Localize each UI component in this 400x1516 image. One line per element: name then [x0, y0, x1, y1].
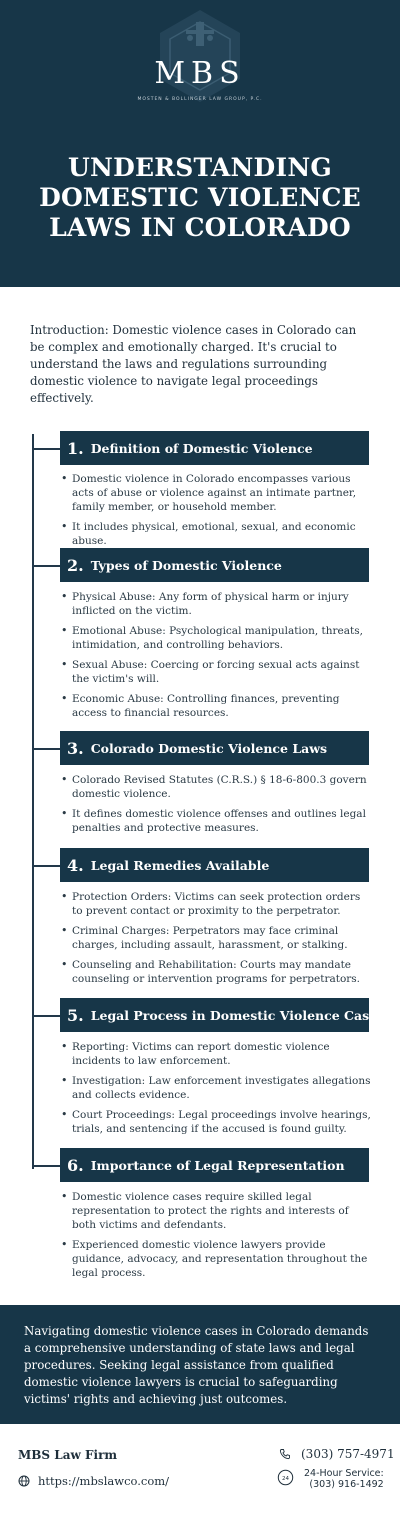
section-number: 1.: [67, 438, 84, 458]
bullet-item: • Emotional Abuse: Psychological manipulation, threats, intimidation, and controlling behaviors.: [60, 624, 372, 652]
phone-link[interactable]: [279, 1447, 395, 1461]
section-title: Definition of Domestic Violence: [90, 440, 313, 456]
section-5-header: [60, 998, 385, 1032]
bullet-item: • Court Proceedings: Legal proceedings involve hearings, trials, and sentencing if the accused is found guilty.: [60, 1108, 372, 1136]
conclusion-banner: [0, 1305, 400, 1424]
bullet-item: • Physical Abuse: Any form of physical harm or injury inflicted on the victim.: [60, 590, 372, 618]
section-number: 6.: [67, 1155, 84, 1175]
section-6-header: [60, 1148, 369, 1182]
section-6-bullets: [60, 1190, 372, 1286]
bullet-item: • It defines domestic violence offenses and outlines legal penalties and protective measures.: [60, 807, 372, 835]
timeline-tick: [32, 748, 60, 750]
section-number: 4.: [67, 855, 84, 875]
header-banner: [0, 0, 400, 287]
website-link[interactable]: [18, 1474, 169, 1488]
timeline-tick: [32, 565, 60, 567]
section-2-bullets: [60, 590, 372, 726]
intro-paragraph: Introduction: Domestic violence cases in Colorado can be complex and emotionally charged. It's crucial to understand the laws and regulations surrounding domestic violence to navigate legal proceedings effectively.: [30, 323, 357, 405]
section-5-bullets: [60, 1040, 372, 1142]
logo-subtitle: MOSTEN & BOLLINGER LAW GROUP, P.C.: [137, 97, 263, 102]
section-title: Types of Domestic Violence: [90, 557, 282, 573]
firm-name: MBS Law Firm: [18, 1448, 118, 1462]
timeline-tick: [32, 1015, 60, 1017]
globe-icon: [18, 1475, 30, 1487]
bullet-item: • Reporting: Victims can report domestic violence incidents to law enforcement.: [60, 1040, 372, 1068]
section-number: 2.: [67, 555, 84, 575]
24-hour-clock-icon: [277, 1469, 294, 1486]
bullet-item: • Domestic violence cases require skilled legal representation to protect the rights and interests of both victims and defendants.: [60, 1190, 372, 1232]
footer: [0, 1424, 400, 1516]
bullet-item: • It includes physical, emotional, sexual, and economic abuse.: [60, 520, 372, 548]
conclusion-paragraph: Navigating domestic violence cases in Colorado demands a comprehensive understanding of state laws and legal procedures. Seeking legal assistance from qualified domestic violence lawyers is crucial to safeguarding victims' rights and achieving just outcomes.: [24, 1324, 369, 1406]
section-number: 5.: [67, 1005, 84, 1025]
timeline-line: [32, 434, 34, 1169]
section-2-header: [60, 548, 369, 582]
section-3-header: [60, 731, 369, 765]
phone-icon: [279, 1448, 291, 1460]
bullet-item: • Colorado Revised Statutes (C.R.S.) § 18-6-800.3 govern domestic violence.: [60, 773, 372, 801]
bullet-item: • Investigation: Law enforcement investigates allegations and collects evidence.: [60, 1074, 372, 1102]
bullet-item: • Protection Orders: Victims can seek protection orders to prevent contact or proximity to the perpetrator.: [60, 890, 372, 918]
bullet-item: • Counseling and Rehabilitation: Courts may mandate counseling or intervention programs for perpetrators.: [60, 958, 372, 986]
section-4-header: [60, 848, 369, 882]
section-1-bullets: [60, 472, 372, 554]
section-title: Legal Remedies Available: [90, 857, 270, 873]
website-url: https://mbslawco.com/: [38, 1474, 170, 1488]
timeline-tick: [32, 1165, 60, 1167]
svg-text:24: 24: [282, 1475, 289, 1482]
bullet-item: • Experienced domestic violence lawyers provide guidance, advocacy, and representation throughout the legal process.: [60, 1238, 372, 1280]
section-1-header: [60, 431, 369, 465]
section-title: Colorado Domestic Violence Laws: [90, 740, 328, 756]
logo-text: MBS: [154, 56, 246, 91]
page-title: UNDERSTANDING DOMESTIC VIOLENCE LAWS IN COLORADO: [39, 153, 361, 242]
bullet-item: • Criminal Charges: Perpetrators may face criminal charges, including assault, harassment, or stalking.: [60, 924, 372, 952]
timeline-tick: [32, 448, 60, 450]
service-phone: (303) 916-1492: [309, 1479, 384, 1490]
section-title: Legal Process in Domestic Violence Cases: [90, 1007, 385, 1023]
section-3-bullets: [60, 773, 372, 841]
bullet-item: • Economic Abuse: Controlling finances, preventing access to financial resources.: [60, 692, 372, 720]
section-4-bullets: [60, 890, 372, 992]
bullet-item: • Sexual Abuse: Coercing or forcing sexual acts against the victim's will.: [60, 658, 372, 686]
section-number: 3.: [67, 738, 84, 758]
service-label: 24-Hour Service:: [304, 1468, 384, 1479]
bullet-item: • Domestic violence in Colorado encompasses various acts of abuse or violence against an intimate partner, family member, or household member.: [60, 472, 372, 514]
24-hour-service[interactable]: [277, 1468, 384, 1490]
section-title: Importance of Legal Representation: [90, 1157, 345, 1173]
phone-number: (303) 757-4971: [301, 1447, 395, 1461]
timeline-tick: [32, 865, 60, 867]
